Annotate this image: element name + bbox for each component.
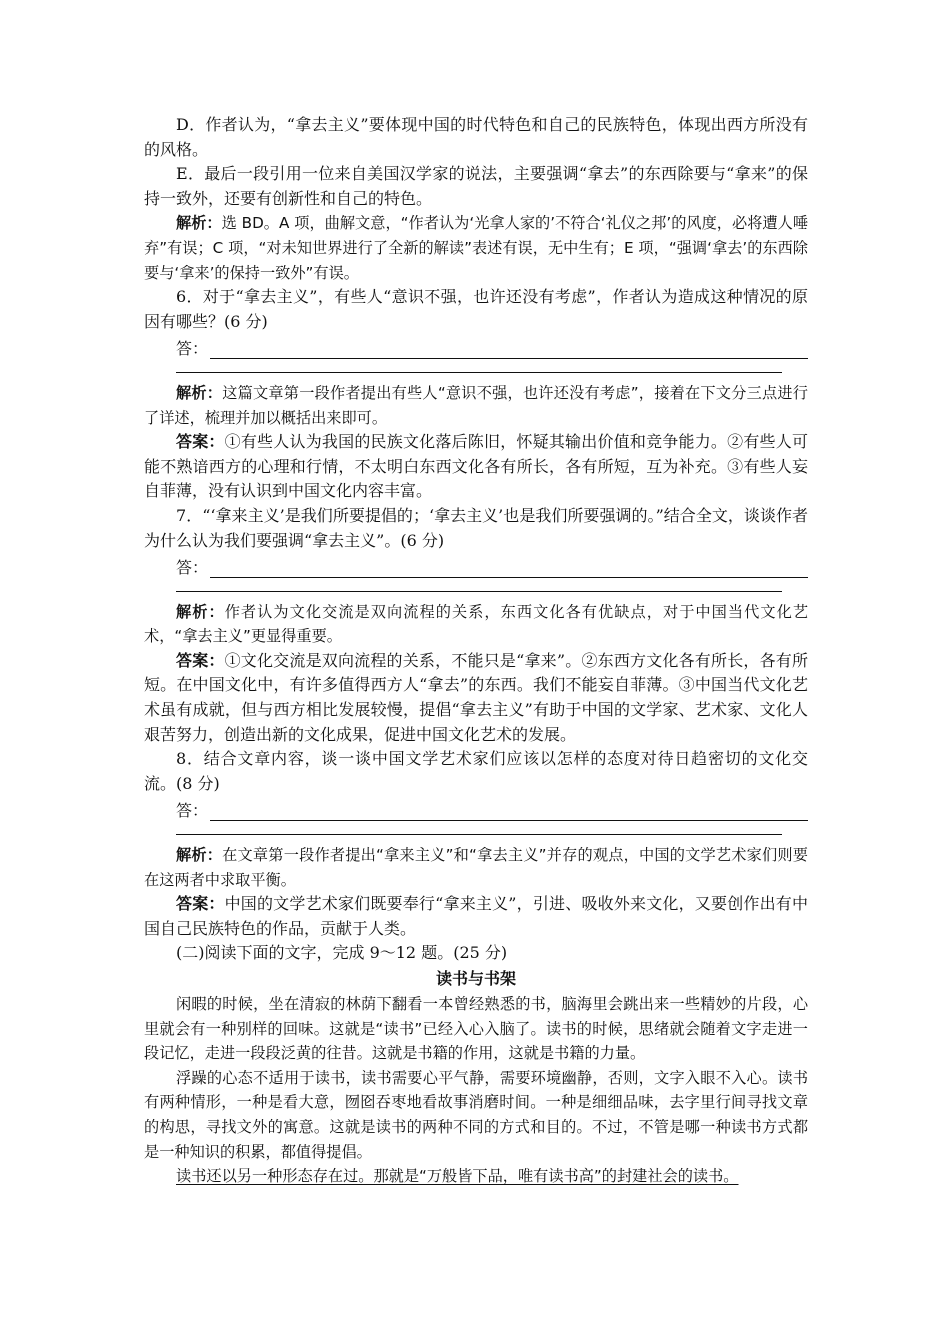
option-e: E．最后一段引用一位来自美国汉学家的说法，主要强调“拿去”的东西除要与“拿来”的保持一致外，还要有创新性和自己的特色。 <box>144 164 808 208</box>
answer-text: ①有些人认为我国的民族文化落后陈旧，怀疑其输出价值和竞争能力。②有些人可能不熟谙西方的心理和行情，不太明白东西文化各有所长，各有所短，互为补充。③有些人妄自菲薄，没有认识到中国文化内容丰富。 <box>144 432 808 501</box>
analysis-label: 解析： <box>176 846 223 865</box>
answer-line-2[interactable] <box>176 359 782 373</box>
answer-prompt: 答： <box>176 801 209 821</box>
q6-analysis <box>144 381 808 430</box>
answer-rule <box>210 805 808 821</box>
answer-rule <box>210 562 808 578</box>
answer-text: ①文化交流是双向流程的关系，不能只是“拿来”。②东西方文化各有所长，各有所短。在中国文化中，有许多值得西方人“拿去”的东西。我们不能妄自菲薄。③中国当代文化艺术虽有成就，但与西方相比发展较慢，提倡“拿去主义”有助于中国的文学家、艺术家、文化人艰苦努力，创造出新的文化成果，促进中国文化艺术的发展。 <box>144 650 808 744</box>
analysis-text: 在文章第一段作者提出“拿来主义”和“拿去主义”并存的观点，中国的文学艺术家们则要在这两者中求取平衡。 <box>144 846 808 889</box>
analysis-label: 解析： <box>176 214 222 233</box>
question-7: 7．“‘拿来主义’是我们所要提倡的；‘拿去主义’也是我们所要强调的。”结合全文，谈谈作者为什么认为我们要强调“拿去主义”。(6 分) <box>144 505 808 550</box>
answer-line-2[interactable] <box>176 578 782 592</box>
analysis-text: 作者认为文化交流是双向流程的关系，东西文化各有优缺点，对于中国当代文化艺术，“拿去主义”更显得重要。 <box>144 602 809 646</box>
analysis-label: 解析： <box>176 383 223 402</box>
answer-label: 答案： <box>176 650 225 670</box>
answer-line-2[interactable] <box>176 821 782 835</box>
article-paragraph-underlined <box>144 1164 808 1189</box>
underlined-text: 读书还以另一种形态存在过。那就是“万般皆下品，唯有读书高”的封建社会的读书。 <box>176 1167 739 1186</box>
q8-analysis <box>144 843 808 892</box>
answer-line[interactable] <box>144 553 808 578</box>
answer-rule <box>210 343 808 359</box>
question-6: 6．对于“拿去主义”，有些人“意识不强，也许还没有考虑”，作者认为造成这种情况的原因有哪些？(6 分) <box>144 287 808 331</box>
answer-text: 中国的文学艺术家们既要奉行“拿来主义”，引进、吸收外来文化，又要创作出有中国自己民族特色的作品，贡献于人类。 <box>144 894 808 938</box>
answer-prompt: 答： <box>176 557 209 577</box>
answer-prompt: 答： <box>176 338 209 358</box>
article-title: 读书与书架 <box>435 969 516 988</box>
article-paragraph: 浮躁的心态不适用于读书，读书需要心平气静，需要环境幽静，否则，文字入眼不入心。读书有两种情形，一种是看大意，囫囵吞枣地看故事消磨时间。一种是细细品味，去字里行间寻找文章的构思，寻找文外的寓意。这就是读书的两种不同的方式和目的。不过，不管是哪一种读书方式都是一种知识的积累，都值得提倡。 <box>144 1068 808 1161</box>
q6-answer <box>144 430 808 504</box>
answer-label: 答案： <box>176 432 225 452</box>
q7-analysis <box>144 600 808 649</box>
article-paragraph: 闲暇的时候，坐在清寂的林荫下翻看一本曾经熟悉的书，脑海里会跳出来一些精妙的片段，心里就会有一种别样的回味。这就是“读书”已经入心入脑了。读书的时候，思绪就会随着文字走进一段记忆，走进一段段泛黄的往昔。这就是书籍的作用，这就是书籍的力量。 <box>144 995 808 1063</box>
answer-line[interactable] <box>144 334 808 359</box>
analysis-text: 这篇文章第一段作者提出有些人“意识不强，也许还没有考虑”，接着在下文分三点进行了详述，梳理并加以概括出来即可。 <box>144 383 808 427</box>
answer-label: 答案： <box>176 894 225 914</box>
answer-line[interactable] <box>144 796 808 821</box>
section-2-intro: (二)阅读下面的文字，完成 9～12 题。(25 分) <box>176 943 508 963</box>
question-8: 8．结合文章内容，谈一谈中国文学艺术家们应该以怎样的态度对待日趋密切的文化交流。(8 分) <box>144 749 808 793</box>
option-d: D．作者认为，“拿去主义”要体现中国的时代特色和自己的民族特色，体现出西方所没有的风格。 <box>144 115 808 159</box>
document-page <box>144 113 808 1189</box>
analysis-text: 选 BD。A 项，曲解文意，“作者认为‘光拿人家的’不符合‘礼仪之邦’的风度，必将遭人唾弃”有误；C 项，“对未知世界进行了全新的解读”表述有误，无中生有；E 项，“强调‘拿去’的东西除要与‘拿来’的保持一致外”有误。 <box>144 214 809 282</box>
q5-analysis <box>144 211 808 285</box>
analysis-label: 解析： <box>176 602 225 621</box>
q7-answer <box>144 649 808 747</box>
q8-answer <box>144 892 808 941</box>
